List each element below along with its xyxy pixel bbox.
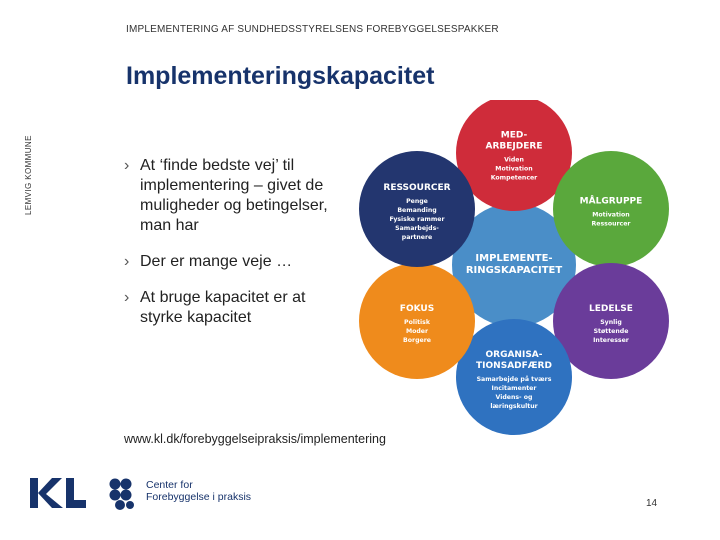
bullet-text: At ‘finde bedste vej’ til implementering – givet de muligheder og betingelser, man har [140, 157, 328, 234]
node-item-ledelse: Interesser [593, 337, 629, 344]
side-label: LEMVIG KOMMUNE [24, 135, 33, 215]
node-item-ledelse: Støttende [593, 328, 629, 335]
page-number: 14 [646, 498, 658, 509]
node-item-ressourcer: Samarbejds- [395, 225, 439, 232]
logo-text [146, 479, 251, 503]
node-title-organisationsadfaerd: TIONSADFÆRD [476, 361, 552, 371]
node-circle-malgruppe [553, 151, 669, 267]
bullet-marker: › [124, 253, 130, 270]
presentation-header: IMPLEMENTERING AF SUNDHEDSSTYRELSENS FOREBYGGELSESPAKKER [126, 24, 499, 35]
node-title-malgruppe: MÅLGRUPPE [579, 196, 643, 207]
kl-logo [28, 474, 140, 514]
bullet-marker: › [124, 157, 130, 174]
node-item-ressourcer: Penge [406, 198, 428, 205]
node-item-medarbejdere: Motivation [495, 165, 533, 173]
capacity-diagram [350, 100, 675, 435]
node-item-fokus: Borgere [403, 337, 431, 344]
logo-text-line-1: Center for [146, 479, 193, 491]
node-item-malgruppe: Ressourcer [591, 220, 631, 228]
node-item-malgruppe: Motivation [592, 211, 630, 219]
node-item-ressourcer: partnere [401, 234, 433, 241]
bullet-text: Der er mange veje … [140, 253, 293, 270]
slide-title: Implementeringskapacitet [126, 62, 435, 90]
bullet-item [124, 252, 339, 272]
node-item-ledelse: Synlig [600, 319, 622, 326]
source-link[interactable]: www.kl.dk/forebyggelseipraksis/implementering [124, 432, 386, 446]
bullet-text: At bruge kapacitet er at styrke kapacitet [140, 289, 306, 326]
node-item-medarbejdere: Viden [504, 156, 524, 164]
node-title-medarbejdere: MED- [500, 130, 528, 141]
node-title-fokus: FOKUS [399, 304, 435, 314]
node-item-organisationsadfaerd: Videns- og [495, 394, 533, 401]
node-title-ledelse: LEDELSE [589, 304, 633, 314]
node-item-organisationsadfaerd: Samarbejde på tværs [476, 376, 552, 383]
center-title: IMPLEMENTE- [475, 253, 553, 264]
bullet-item [124, 288, 339, 328]
node-circle-medarbejdere [456, 100, 572, 211]
node-item-organisationsadfaerd: Incitamenter [491, 385, 537, 392]
node-item-ressourcer: Fysiske rammer [389, 216, 445, 223]
node-title-ressourcer: RESSOURCER [383, 183, 451, 193]
node-title-organisationsadfaerd: ORGANISA- [485, 350, 543, 360]
node-item-fokus: Politisk [404, 319, 430, 326]
bullet-marker: › [124, 289, 130, 306]
node-item-ressourcer: Bemanding [397, 207, 437, 214]
node-title-medarbejdere: ARBEJDERE [485, 141, 543, 152]
center-title: RINGSKAPACITET [465, 265, 563, 276]
bullet-list [124, 156, 339, 344]
logo-text-line-2: Forebyggelse i praksis [146, 491, 252, 503]
node-item-fokus: Moder [405, 328, 429, 335]
bullet-item [124, 156, 339, 236]
node-item-organisationsadfaerd: læringskultur [490, 403, 538, 410]
node-item-medarbejdere: Kompetencer [490, 174, 538, 182]
